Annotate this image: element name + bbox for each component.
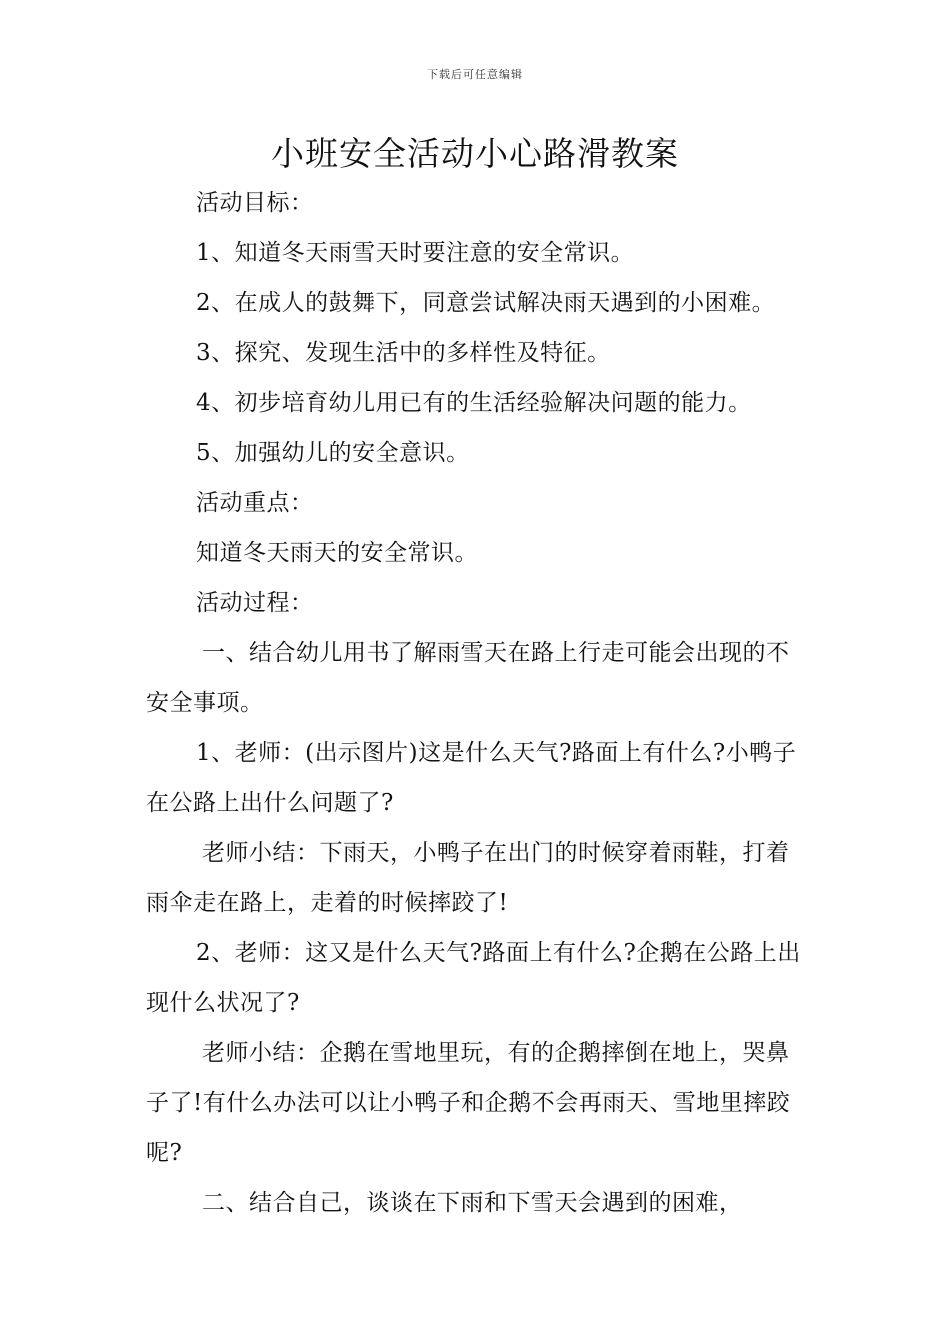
teacher-summary-2: 老师小结：企鹅在雪地里玩，有的企鹅摔倒在地上，哭鼻子了!有什么办法可以让小鸭子和企鹅不会再雨天、雪地里摔跤呢? bbox=[146, 1040, 791, 1166]
focus-text: 知道冬天雨天的安全常识。 bbox=[196, 540, 478, 566]
goal-item-1: 1、知道冬天雨雪天时要注意的安全常识。 bbox=[196, 240, 635, 266]
process-step-1-1: 1、老师：(出示图片)这是什么天气?路面上有什么?小鸭子在公路上出什么问题了? bbox=[146, 740, 797, 816]
goal-item-4: 4、初步培育幼儿用已有的生活经验解决问题的能力。 bbox=[196, 390, 752, 416]
section-heading-focus: 活动重点： bbox=[196, 490, 314, 516]
teacher-summary-1: 老师小结：下雨天，小鸭子在出门的时候穿着雨鞋，打着雨伞走在路上，走着的时候摔跤了! bbox=[146, 840, 790, 916]
process-step-1-2: 2、老师：这又是什么天气?路面上有什么?企鹅在公路上出现什么状况了? bbox=[146, 940, 801, 1016]
goal-item-5: 5、加强幼儿的安全意识。 bbox=[196, 440, 470, 466]
goal-item-2: 2、在成人的鼓舞下，同意尝试解决雨天遇到的小困难。 bbox=[196, 290, 776, 316]
header-note: 下载后可任意编辑 bbox=[427, 68, 523, 81]
goal-item-3: 3、探究、发现生活中的多样性及特征。 bbox=[196, 340, 611, 366]
process-step-2: 二、结合自己，谈谈在下雨和下雪天会遇到的困难， bbox=[202, 1190, 743, 1216]
section-heading-goals: 活动目标： bbox=[196, 190, 314, 216]
document-body bbox=[146, 178, 810, 1228]
section-heading-process: 活动过程： bbox=[196, 590, 314, 616]
document-title: 小班安全活动小心路滑教案 bbox=[271, 134, 679, 173]
process-step-1: 一、结合幼儿用书了解雨雪天在路上行走可能会出现的不安全事项。 bbox=[146, 640, 790, 716]
